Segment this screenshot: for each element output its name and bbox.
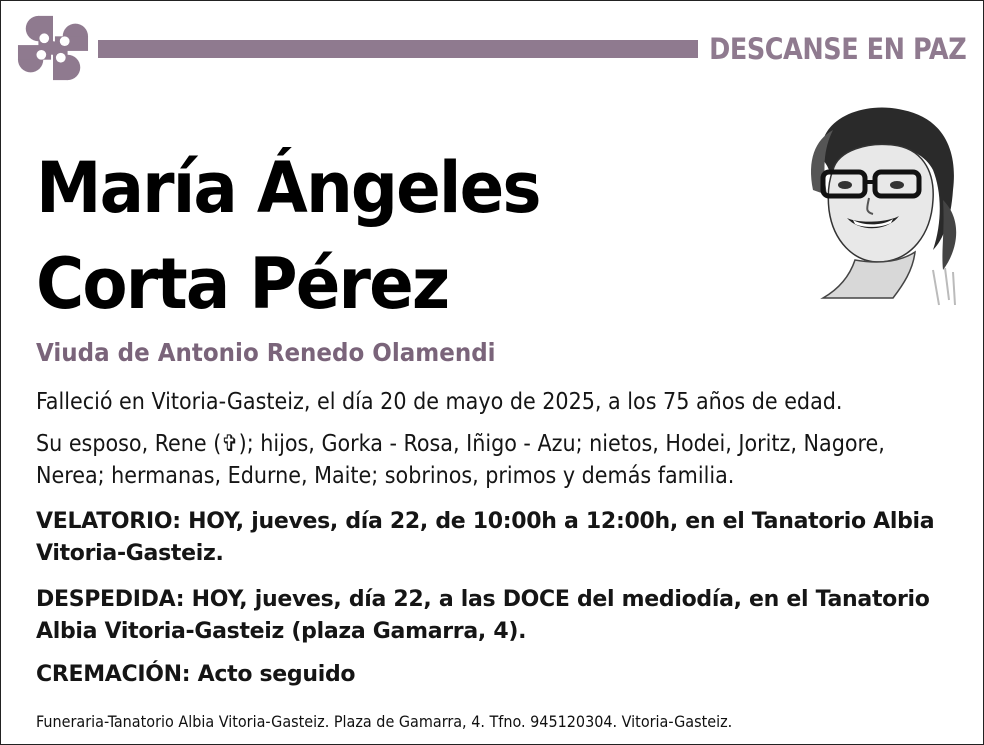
name-line-2: Corta Pérez [36,243,449,325]
death-notice: Falleció en Vitoria-Gasteiz, el día 20 de mayo de 2025, a los 75 años de edad. [36,389,843,415]
widow-of: Viuda de Antonio Renedo Olamendi [36,338,496,367]
wake-info: VELATORIO: HOY, jueves, día 22, de 10:00h a 12:00h, en el Tanatorio Albia Vitoria-Gasteiz. [36,509,935,566]
lauburu-icon [14,12,92,84]
rest-in-peace-banner: DESCANSE EN PAZ [708,32,966,66]
portrait-photo [793,100,969,310]
funeral-home-footer: Funeraria-Tanatorio Albia Vitoria-Gasteiz. Plaza de Gamarra, 4. Tfno. 945120304. Vitoria-Gasteiz. [36,712,733,731]
header-bar [98,40,698,58]
farewell-info: DESPEDIDA: HOY, jueves, día 22, a las DOCE del mediodía, en el Tanatorio Albia Vitoria-Gasteiz (plaza Gamarra, 4). [36,587,930,644]
family-list: Su esposo, Rene (✞); hijos, Gorka - Rosa, Iñigo - Azu; nietos, Hodei, Joritz, Nagore, Nerea; hermanas, Edurne, Maite; sobrinos, primos y demás familia. [36,431,885,489]
deceased-name [36,140,540,332]
cremation-info: CREMACIÓN: Acto seguido [36,662,356,687]
name-line-1: María Ángeles [36,147,540,229]
